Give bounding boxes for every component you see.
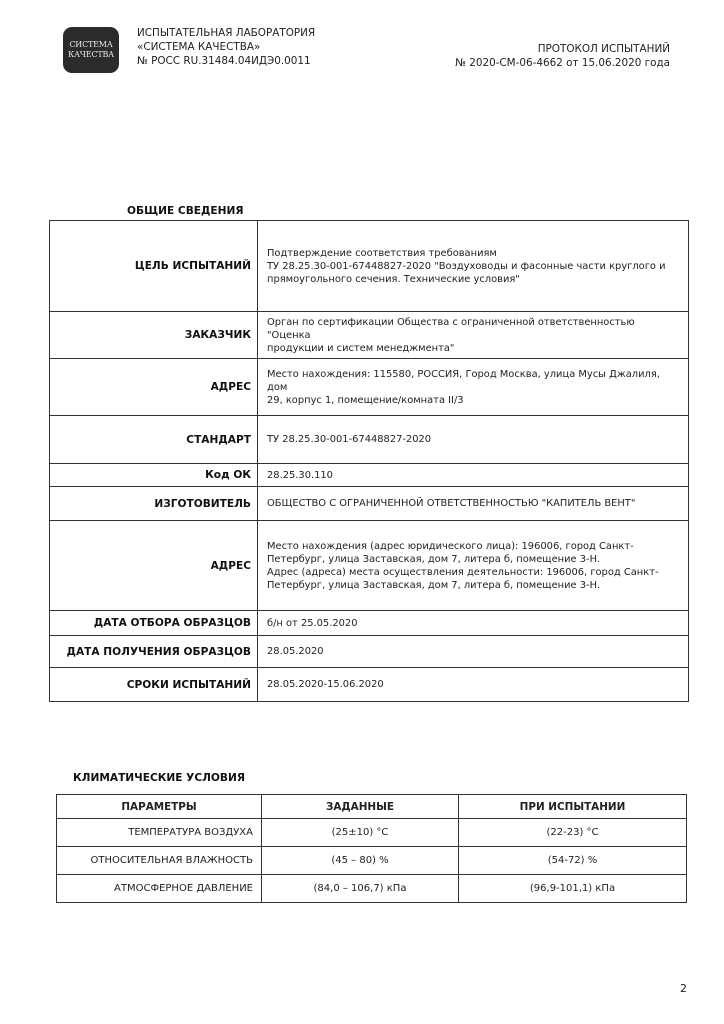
value-line: Адрес (адреса) места осуществления деятельности: 196006, город Санкт- — [267, 566, 659, 578]
table-row — [50, 415, 688, 463]
row-label: АДРЕС — [50, 359, 258, 415]
climate-table — [56, 794, 687, 903]
value-line: Место нахождения: 115580, РОССИЯ, Город Москва, улица Мусы Джалиля, дом — [267, 368, 660, 393]
value-line: 28.25.30.110 — [267, 469, 333, 481]
row-value — [258, 487, 688, 520]
protocol-number: № 2020-СМ-06-4662 от 15.06.2020 года — [455, 57, 670, 69]
page-number: 2 — [680, 982, 687, 995]
table-row — [57, 875, 687, 903]
table-row — [50, 463, 688, 486]
table-row — [50, 358, 688, 415]
value-line: 28.05.2020-15.06.2020 — [267, 679, 384, 690]
general-info-title: ОБЩИЕ СВЕДЕНИЯ — [127, 205, 244, 217]
parameter-cell: АТМОСФЕРНОЕ ДАВЛЕНИЕ — [57, 875, 262, 903]
value-line: Петербург, улица Заставская, дом 7, литера б, помещение 3-Н. — [267, 579, 601, 591]
column-header: ПРИ ИСПЫТАНИИ — [459, 795, 687, 819]
value-line: Место нахождения (адрес юридического лица): 196006, город Санкт- — [267, 540, 634, 552]
row-label: СТАНДАРТ — [50, 416, 258, 463]
row-label: ДАТА ПОЛУЧЕНИЯ ОБРАЗЦОВ — [50, 636, 258, 667]
column-header: ПАРАМЕТРЫ — [57, 795, 262, 819]
table-row — [50, 311, 688, 358]
value-line: 28.05.2020 — [267, 646, 324, 657]
value-line: Подтверждение соответствия требованиям — [267, 247, 497, 259]
table-row — [57, 847, 687, 875]
actual-cell: (96,9-101,1) кПа — [459, 875, 687, 903]
row-value — [258, 221, 688, 311]
target-cell: (45 – 80) % — [262, 847, 459, 875]
row-value — [258, 636, 688, 667]
row-label: ДАТА ОТБОРА ОБРАЗЦОВ — [50, 611, 258, 635]
value-line: ОБЩЕСТВО С ОГРАНИЧЕННОЙ ОТВЕТСТВЕННОСТЬЮ "КАПИТЕЛЬ ВЕНТ" — [267, 498, 636, 509]
table-row — [50, 486, 688, 520]
table-row — [50, 520, 688, 610]
row-value — [258, 668, 688, 701]
table-row — [50, 667, 688, 701]
lab-name: ИСПЫТАТЕЛЬНАЯ ЛАБОРАТОРИЯ — [137, 27, 316, 39]
value-line: б/н от 25.05.2020 — [267, 617, 358, 629]
actual-cell: (54-72) % — [459, 847, 687, 875]
row-value — [258, 312, 688, 358]
row-value — [258, 521, 688, 610]
row-value — [258, 611, 688, 635]
row-label: СРОКИ ИСПЫТАНИЙ — [50, 668, 258, 701]
logo-line-1: СИСТЕМА — [69, 40, 113, 49]
target-cell: (25±10) °С — [262, 819, 459, 847]
value-line: Орган по сертификации Общества с ограниченной ответственностью "Оценка — [267, 316, 635, 341]
table-row — [50, 610, 688, 635]
value-line: 29, корпус 1, помещение/комната II/3 — [267, 394, 464, 406]
parameter-cell: ТЕМПЕРАТУРА ВОЗДУХА — [57, 819, 262, 847]
protocol-title: ПРОТОКОЛ ИСПЫТАНИЙ — [537, 43, 670, 55]
row-label: ИЗГОТОВИТЕЛЬ — [50, 487, 258, 520]
column-header: ЗАДАННЫЕ — [262, 795, 459, 819]
table-row — [50, 635, 688, 667]
actual-cell: (22-23) °С — [459, 819, 687, 847]
row-value — [258, 464, 688, 486]
general-info-table — [49, 220, 689, 702]
row-value — [258, 416, 688, 463]
row-label: Код ОК — [50, 464, 258, 486]
logo-line-2: КАЧЕСТВА — [67, 50, 115, 59]
row-label: ЦЕЛЬ ИСПЫТАНИЙ — [50, 221, 258, 311]
value-line: прямоугольного сечения. Технические условия" — [267, 273, 520, 285]
lab-logo — [63, 27, 119, 73]
lab-accreditation: № РОСС RU.31484.04ИДЭ0.0011 — [137, 55, 311, 67]
parameter-cell: ОТНОСИТЕЛЬНАЯ ВЛАЖНОСТЬ — [57, 847, 262, 875]
table-row — [57, 819, 687, 847]
table-row — [50, 221, 688, 311]
value-line: продукции и систем менеджмента" — [267, 342, 455, 354]
climate-title: КЛИМАТИЧЕСКИЕ УСЛОВИЯ — [73, 772, 246, 784]
protocol-info — [455, 42, 670, 70]
row-label: АДРЕС — [50, 521, 258, 610]
row-label: ЗАКАЗЧИК — [50, 312, 258, 358]
table-header-row — [57, 795, 687, 819]
lab-info — [137, 26, 315, 68]
value-line: Петербург, улица Заставская, дом 7, литера б, помещение 3-Н. — [267, 553, 601, 565]
lab-brand: «СИСТЕМА КАЧЕСТВА» — [137, 41, 261, 53]
target-cell: (84,0 – 106,7) кПа — [262, 875, 459, 903]
value-line: ТУ 28.25.30-001-67448827-2020 "Воздуховоды и фасонные части круглого и — [267, 260, 666, 272]
value-line: ТУ 28.25.30-001-67448827-2020 — [267, 434, 432, 445]
row-value — [258, 359, 688, 415]
